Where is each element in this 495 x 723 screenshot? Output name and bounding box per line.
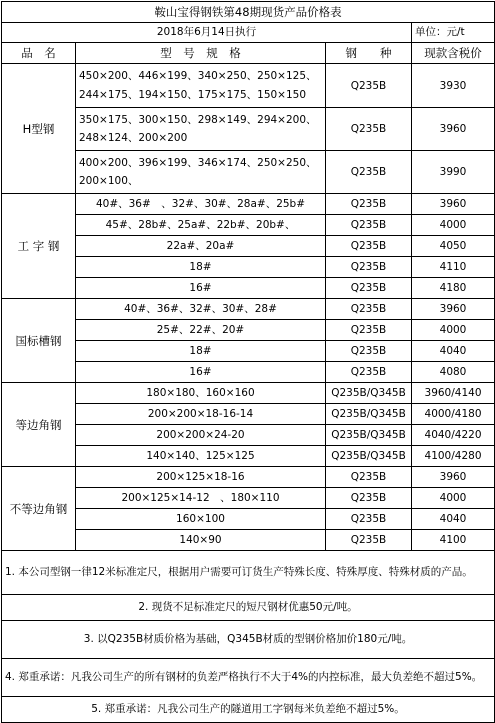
- table-row: [2, 194, 495, 215]
- grade-cell: Q235B: [326, 509, 412, 530]
- effective-date: 2018年6月14日执行: [2, 23, 412, 43]
- category-name: 工 字 钢: [2, 194, 76, 299]
- table-row: [2, 108, 495, 151]
- category-name: 等边角钢: [2, 383, 76, 467]
- spec-cell: 25#、22#、20#: [76, 320, 326, 341]
- note-text: 5. 郑重承诺：凡我公司生产的隧道用工字钢每米负差绝不超过5%。: [2, 697, 495, 723]
- grade-cell: Q235B/Q345B: [326, 446, 412, 467]
- price-cell: 3960: [412, 299, 495, 320]
- spec-cell: 16#: [76, 362, 326, 383]
- price-cell: 4080: [412, 362, 495, 383]
- table-row: [2, 488, 495, 509]
- price-table: [1, 1, 495, 723]
- grade-cell: Q235B: [326, 108, 412, 151]
- note-row: [2, 621, 495, 659]
- table-row: [2, 341, 495, 362]
- spec-cell: 450×200、446×199、340×250、250×125、244×175、194×150、175×175、150×150: [76, 64, 326, 108]
- spec-cell: 45#、28b#、25a#、22b#、20b#、: [76, 215, 326, 236]
- grade-cell: Q235B/Q345B: [326, 425, 412, 446]
- table-row: [2, 299, 495, 320]
- header-spec: 型 号 规 格: [76, 43, 326, 64]
- note-text: 4. 郑重承诺：凡我公司生产的所有钢材的负差严格执行不大于4%的内控标准，最大负差绝不超过5%。: [2, 659, 495, 697]
- price-cell: 4000/4180: [412, 404, 495, 425]
- price-cell: 4110: [412, 257, 495, 278]
- note-text: 2. 现货不足标准定尺的短尺钢材优惠50元/吨。: [2, 595, 495, 621]
- sheet-title: 鞍山宝得钢铁第48期现货产品价格表: [2, 2, 495, 23]
- note-row: [2, 697, 495, 723]
- spec-cell: 200×200×24-20: [76, 425, 326, 446]
- table-row: [2, 215, 495, 236]
- note-row: [2, 659, 495, 697]
- price-cell: 4180: [412, 278, 495, 299]
- grade-cell: Q235B: [326, 341, 412, 362]
- table-row: [2, 151, 495, 194]
- category-name: H型钢: [2, 64, 76, 194]
- grade-cell: Q235B: [326, 257, 412, 278]
- spec-cell: 160×100: [76, 509, 326, 530]
- grade-cell: Q235B/Q345B: [326, 383, 412, 404]
- price-cell: 3960: [412, 108, 495, 151]
- grade-cell: Q235B: [326, 320, 412, 341]
- table-row: [2, 64, 495, 108]
- table-row: [2, 236, 495, 257]
- spec-cell: 22a#、20a#: [76, 236, 326, 257]
- grade-cell: Q235B: [326, 194, 412, 215]
- price-cell: 3990: [412, 151, 495, 194]
- grade-cell: Q235B: [326, 488, 412, 509]
- note-text: 3. 以Q235B材质价格为基础，Q345B材质的型钢价格加价180元/吨。: [2, 621, 495, 659]
- spec-cell: 140×90: [76, 530, 326, 551]
- table-row: [2, 362, 495, 383]
- table-row: [2, 257, 495, 278]
- spec-cell: 18#: [76, 341, 326, 362]
- grade-cell: Q235B: [326, 151, 412, 194]
- spec-cell: 18#: [76, 257, 326, 278]
- spec-cell: 40#、36# 、32#、30#、28a#、25b#: [76, 194, 326, 215]
- spec-cell: 200×125×14-12 、180×110: [76, 488, 326, 509]
- header-grade: 钢 种: [326, 43, 412, 64]
- price-cell: 3960: [412, 194, 495, 215]
- price-cell: 4100: [412, 530, 495, 551]
- spec-cell: 200×125×18-16: [76, 467, 326, 488]
- grade-cell: Q235B: [326, 215, 412, 236]
- price-cell: 4000: [412, 488, 495, 509]
- spec-cell: 200×200×18-16-14: [76, 404, 326, 425]
- header-price: 现款含税价: [412, 43, 495, 64]
- grade-cell: Q235B: [326, 299, 412, 320]
- grade-cell: Q235B: [326, 236, 412, 257]
- price-cell: 4000: [412, 215, 495, 236]
- spec-cell: 350×175、300×150、298×149、294×200、248×124、200×200: [76, 108, 326, 151]
- table-row: [2, 278, 495, 299]
- spec-cell: 140×140、125×125: [76, 446, 326, 467]
- spec-cell: 40#、36#、32#、30#、28#: [76, 299, 326, 320]
- table-row: [2, 425, 495, 446]
- grade-cell: Q235B: [326, 64, 412, 108]
- note-text: 1. 本公司型钢一律12米标准定尺，根据用户需要可订货生产特殊长度、特殊厚度、特殊材质的产品。: [2, 551, 495, 595]
- price-cell: 4040: [412, 341, 495, 362]
- table-row: [2, 446, 495, 467]
- grade-cell: Q235B: [326, 530, 412, 551]
- spec-cell: 16#: [76, 278, 326, 299]
- price-cell: 4040: [412, 509, 495, 530]
- grade-cell: Q235B: [326, 467, 412, 488]
- spec-cell: 400×200、396×199、346×174、250×250、200×100、: [76, 151, 326, 194]
- spec-cell: 180×180、160×160: [76, 383, 326, 404]
- table-row: [2, 467, 495, 488]
- table-row: [2, 509, 495, 530]
- grade-cell: Q235B/Q345B: [326, 404, 412, 425]
- header-product: 品 名: [2, 43, 76, 64]
- category-name: 不等边角钢: [2, 467, 76, 551]
- table-row: [2, 383, 495, 404]
- table-row: [2, 404, 495, 425]
- price-cell: 3960: [412, 467, 495, 488]
- price-cell: 3930: [412, 64, 495, 108]
- category-name: 国标槽钢: [2, 299, 76, 383]
- table-row: [2, 530, 495, 551]
- note-row: [2, 551, 495, 595]
- grade-cell: Q235B: [326, 278, 412, 299]
- price-cell: 4100/4280: [412, 446, 495, 467]
- price-cell: 4000: [412, 320, 495, 341]
- table-row: [2, 320, 495, 341]
- price-cell: 4050: [412, 236, 495, 257]
- grade-cell: Q235B: [326, 362, 412, 383]
- unit-label: 单位：元/t: [412, 23, 495, 43]
- price-cell: 4040/4220: [412, 425, 495, 446]
- note-row: [2, 595, 495, 621]
- price-cell: 3960/4140: [412, 383, 495, 404]
